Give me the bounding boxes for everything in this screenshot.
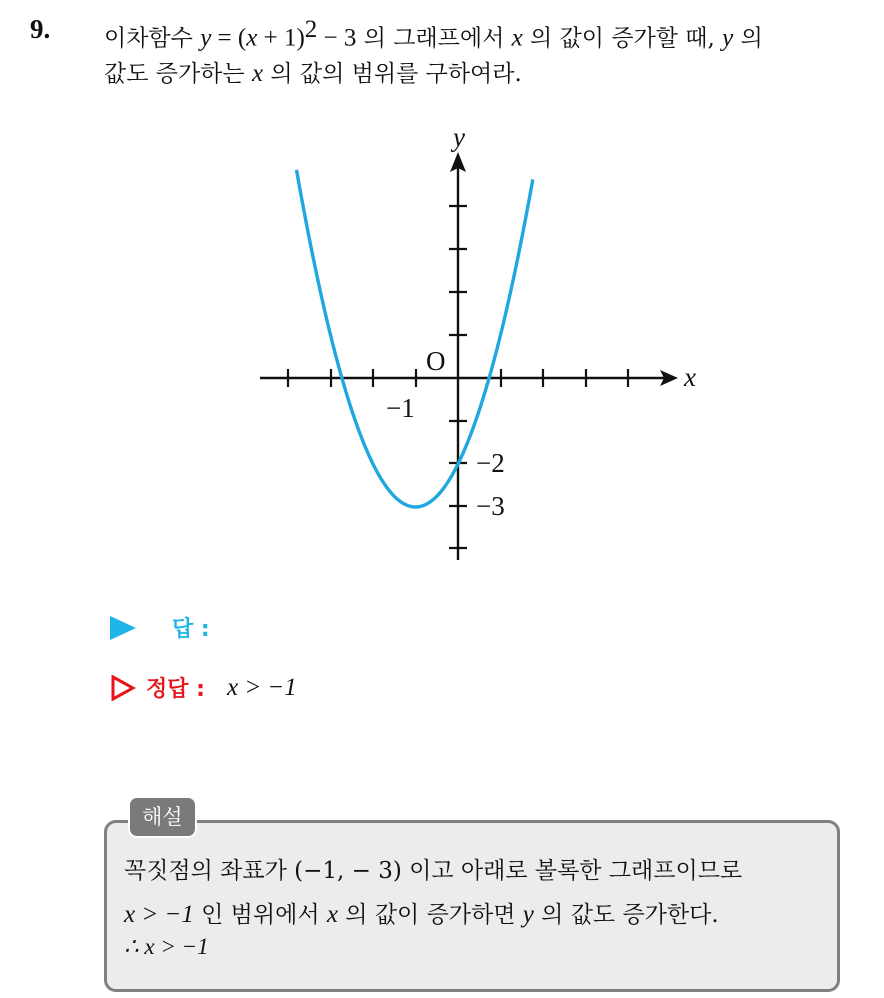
solution-tag: 해설 xyxy=(128,796,197,838)
eq-end: − 3 xyxy=(317,24,357,52)
problem-number: 9. xyxy=(30,14,51,44)
sol2-text-d: 의 값도 증가한다. xyxy=(533,902,719,928)
sol2-ineq: x > −1 xyxy=(124,901,194,928)
q1-var-x: x xyxy=(511,24,523,52)
question-line-2 xyxy=(104,55,522,88)
q1-text-a: 의 그래프에서 xyxy=(356,25,512,52)
correct-answer-label: 정답 : xyxy=(146,677,205,702)
x-axis-label: x xyxy=(684,362,696,392)
tick-label-neg3: −3 xyxy=(476,491,505,521)
correct-answer-row xyxy=(110,672,297,703)
origin-label: O xyxy=(426,346,446,376)
eq-tail: + 1) xyxy=(257,24,305,52)
solution-line-3: ∴ x > −1 xyxy=(124,934,209,959)
q2-text-a: 값도 증가하는 xyxy=(104,61,252,87)
answer-label: 답 : xyxy=(172,617,210,642)
tick-label-neg2: −2 xyxy=(476,448,505,478)
q2-var-x: x xyxy=(251,60,264,87)
eq-var: x xyxy=(246,24,258,52)
solution-line-1: 꼭짓점의 좌표가 (−1, − 3) 이고 아래로 볼록한 그래프이므로 xyxy=(124,858,743,884)
question-line-1 xyxy=(104,16,763,53)
parabola-graph xyxy=(250,120,710,570)
y-axis-label: y xyxy=(453,122,465,152)
eq-mid: = ( xyxy=(211,24,247,52)
q1-prefix: 이차함수 xyxy=(104,25,201,52)
q2-text-b: 의 값의 범위를 구하여라. xyxy=(263,61,522,87)
tick-label-neg1: −1 xyxy=(386,393,415,423)
solution-line-2 xyxy=(124,896,719,929)
q1-text-b: 의 값이 증가할 때, xyxy=(522,25,723,52)
hollow-arrow-icon xyxy=(110,675,136,701)
sol2-text-c: 의 값이 증가하면 xyxy=(337,902,523,928)
sol2-text-b: 인 범위에서 xyxy=(193,902,327,928)
sol2-var-y: y xyxy=(522,901,534,928)
q1-text-c: 의 xyxy=(733,25,763,52)
answer-row xyxy=(110,612,210,643)
sol2-var-x: x xyxy=(326,901,338,928)
play-arrow-icon xyxy=(110,616,136,640)
eq-lhs: y xyxy=(200,24,212,52)
eq-exponent: 2 xyxy=(304,16,318,43)
correct-answer-value: x > −1 xyxy=(226,673,297,701)
q1-var-y: y xyxy=(722,24,734,52)
